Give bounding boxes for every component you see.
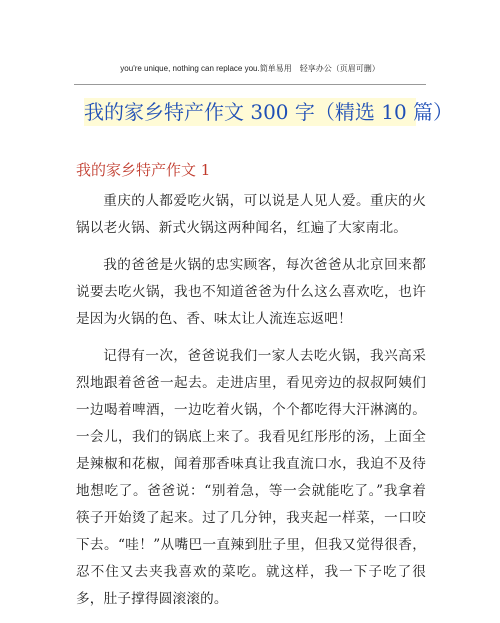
section-heading: 我的家乡特产作文 1 xyxy=(76,161,211,179)
body-text xyxy=(76,188,426,623)
paragraph-2: 我的爸爸是火锅的忠实顾客，每次爸爸从北京回来都说要去吃火锅，我也不知道爸爸为什么这么喜欢吃，也许是因为火锅的色、香、味太让人流连忘返吧！ xyxy=(76,257,426,327)
paragraph-1: 重庆的人都爱吃火锅，可以说是人见人爱。重庆的火锅以老火锅、新式火锅这两种闻名，红遍了大家南北。 xyxy=(76,193,426,236)
header-divider xyxy=(74,84,426,85)
page-header-tagline: you're unique, nothing can replace you.简单易用 轻享办公（页眉可删） xyxy=(120,64,380,73)
paragraph-3: 记得有一次，爸爸说我们一家人去吃火锅，我兴高采烈地跟着爸爸一起去。走进店里，看见旁边的叔叔阿姨们一边喝着啤酒，一边吃着火锅，个个都吃得大汗淋漓的。一会儿，我们的锅底上来了。我看见红彤彤的汤，上面全是辣椒和花椒，闻着那香味真让我直流口水，我迫不及待地想吃了。爸爸说：“别着急，等一会就能吃了。”我拿着筷子开始烫了起来。过了几分钟，我夹起一样菜，一口咬下去。“哇！”从嘴巴一直辣到肚子里，但我又觉得很香，忍不住又去夹我喜欢的菜吃。就这样，我一下子吃了很多，肚子撑得圆滚滚的。 xyxy=(76,348,426,607)
document-title: 我的家乡特产作文 300 字（精选 10 篇） xyxy=(84,100,454,124)
